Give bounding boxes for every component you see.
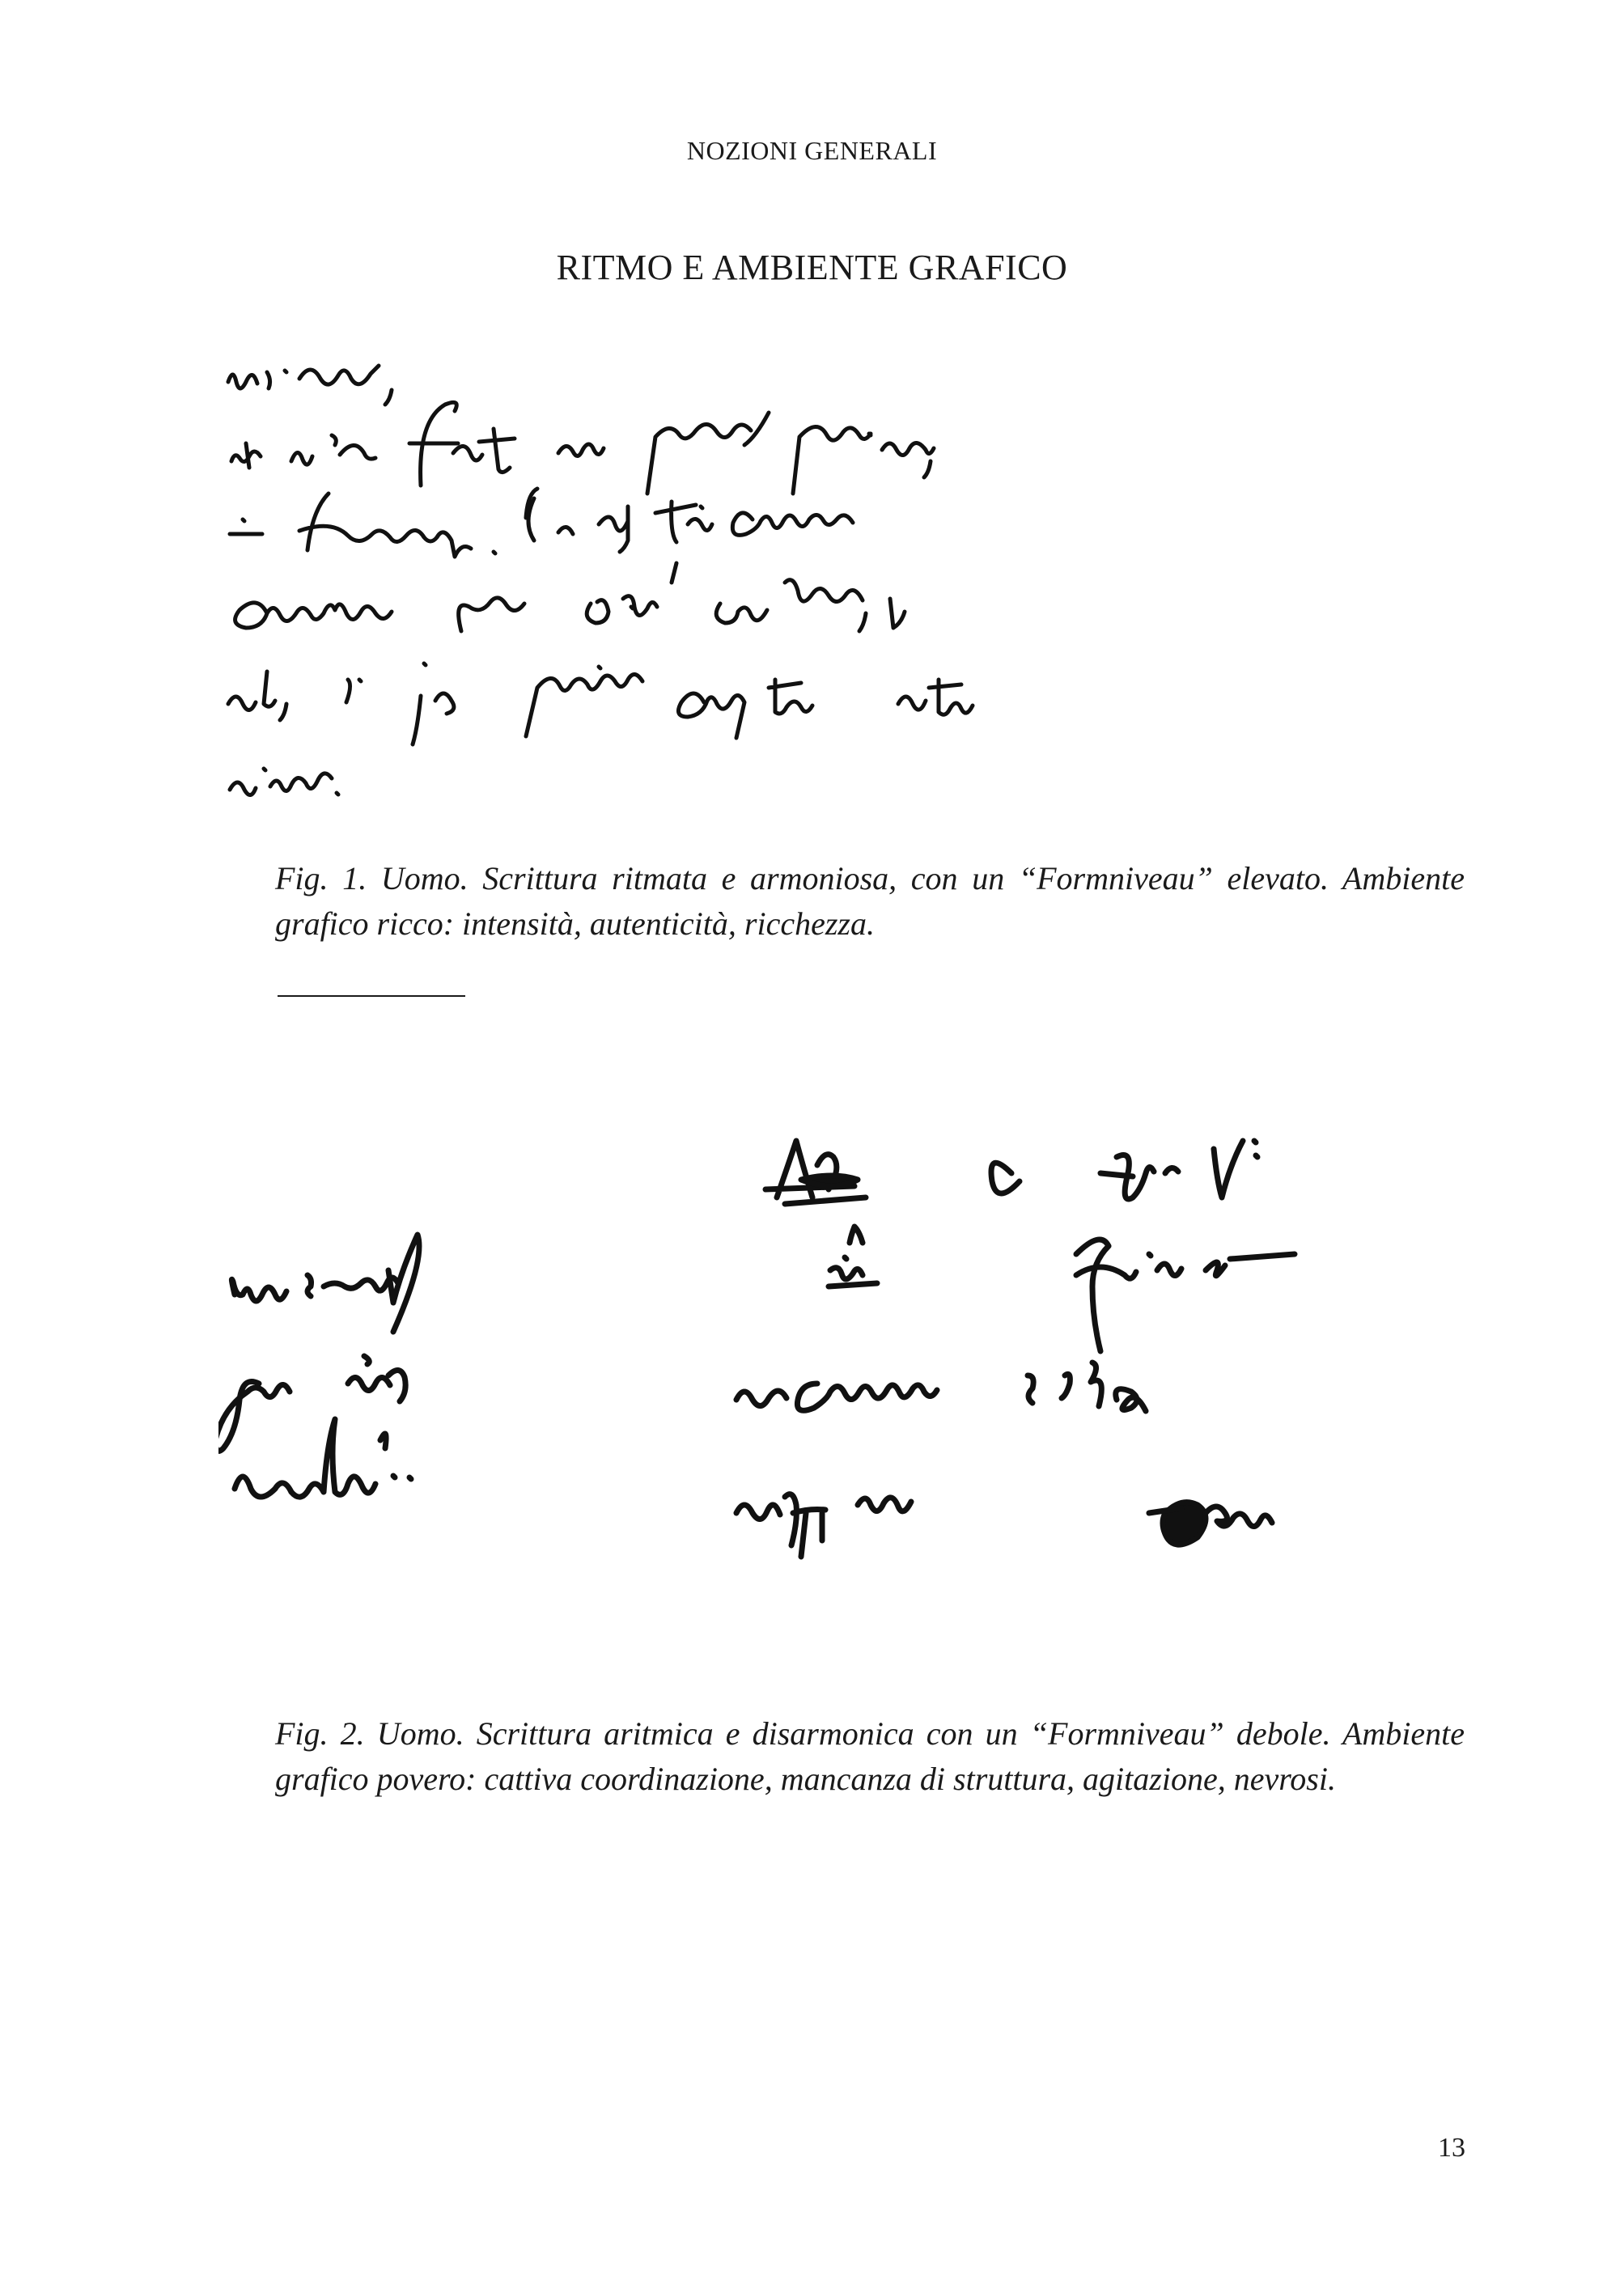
caption-separator-rule [278, 995, 465, 997]
page-number: 13 [1438, 2133, 1465, 2163]
figure-2-caption: Fig. 2. Uomo. Scrittura aritmica e disarmonica con un “Formniveau” debole. Ambiente grafico povero: cattiva coordinazione, mancanza di struttura, agitazione, nevrosi. [275, 1715, 1465, 1797]
running-head: NOZIONI GENERALI [686, 136, 938, 165]
section-title: RITMO E AMBIENTE GRAFICO [556, 248, 1068, 287]
figure-2-handwriting-image [218, 1108, 1448, 1659]
figure-1-handwriting-image [218, 340, 1448, 817]
figure-1-caption: Fig. 1. Uomo. Scrittura ritmata e armoniosa, con un “Formniveau” elevato. Ambiente grafico ricco: intensità, autenticità, ricchezza. [275, 860, 1465, 942]
